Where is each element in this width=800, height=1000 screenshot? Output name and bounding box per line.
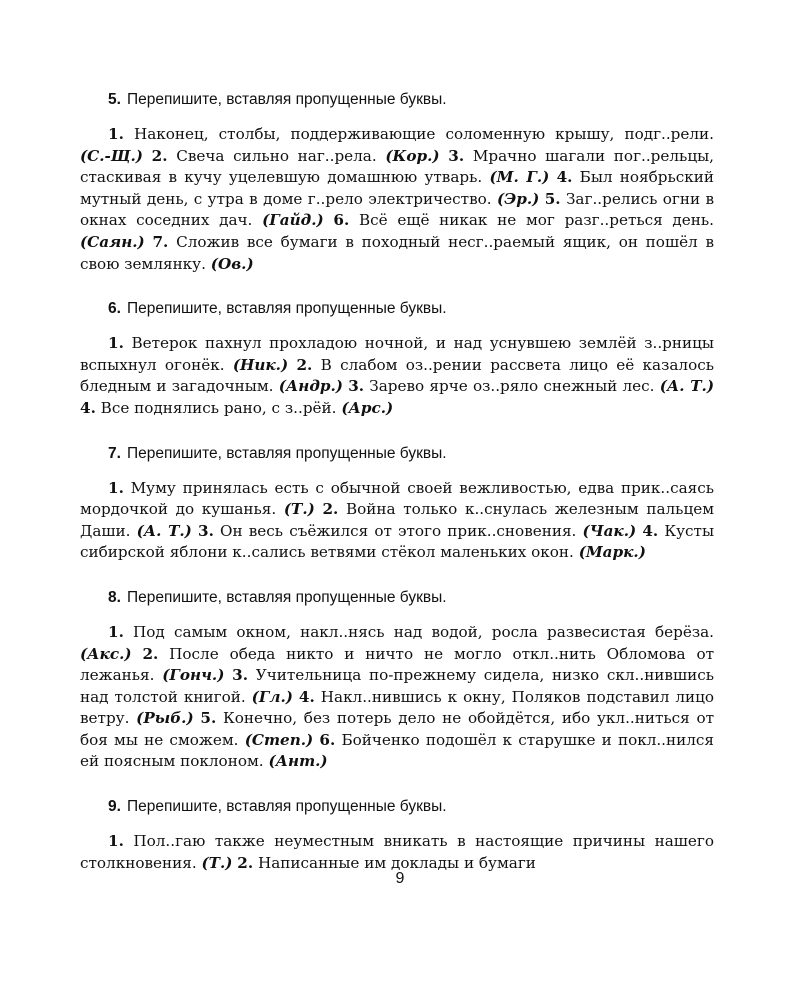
author-reference: (Акс.) [80,644,132,663]
exercise-text [80,478,714,564]
author-reference: (Степ.) [244,730,314,749]
sentence-text: Сложив все бумаги в походный несг..раемый ящик, он пошёл в свою землянку. [80,232,714,273]
author-reference: (Арс.) [341,398,394,417]
exercise-text [80,831,714,874]
sentence-text: Был ноябрьский мутный день, с утра в доме г..рело электричество. [80,168,714,208]
author-reference: (Ант.) [268,752,328,771]
exercise-block [80,444,714,564]
author-reference: (Кор.) [385,146,440,165]
author-reference: (Гонч.) [162,666,225,685]
sentence-text: В слабом оз..рении рассвета лицо её казалось бледным и загадочным. [80,355,714,396]
sentence-text: Он весь съёжился от этого прик..сновения. [213,521,583,540]
author-reference: (А. Т.) [136,521,192,540]
sentence-number: 4. [298,687,315,706]
sentence-number: 3. [348,377,365,396]
sentence-text: Под самым окном, накл..нясь над водой, росла развесистая берёза. [123,622,714,641]
sentence-number: 3. [232,666,249,685]
sentence-number: 2. [296,355,313,374]
author-reference: (М. Г.) [489,168,550,187]
sentence-number: 4. [642,521,659,540]
author-reference: (Рыб.) [136,709,194,728]
sentence-text: Учительница по-прежнему сидела, низко скл..нившись над толстой книгой. [80,666,715,706]
sentence-text: Всё ещё никак не мог разг..реться день. [349,211,714,230]
exercise-title: Перепишите, вставляя пропущенные буквы. [126,588,447,606]
author-reference: (Чак.) [582,521,637,540]
exercise-number: 9. [108,798,121,816]
author-reference: (Саян.) [80,232,145,251]
exercise-number: 7. [108,444,121,462]
sentence-text: Ветерок пахнул прохладою ночной, и над уснувшею землёй з..рницы вспыхнул огонёк. [80,334,714,374]
sentence-text: Наконец, столбы, поддерживающие соломенную крышу, подг..рели. [123,125,714,143]
sentence-number: 2. [237,853,254,872]
exercise-heading [108,90,714,110]
exercise-title: Перепишите, вставляя пропущенные буквы. [126,300,447,318]
exercise-number: 5. [108,91,121,108]
author-reference: (Т.) [283,500,315,519]
sentence-text: Заг..релись огни в окнах соседних дач. [80,189,715,230]
exercise-heading [108,588,714,608]
sentence-number: 2. [142,644,159,663]
sentence-text: После обеда никто и ничто не могло откл..нить Обломова от лежанья. [80,644,715,685]
exercise-title: Перепишите, вставляя пропущенные буквы. [126,91,447,108]
author-reference: (Т.) [201,853,233,872]
sentence-text: Бойченко подошёл к старушке и покл..нился ей поясным поклоном. [80,730,714,771]
sentence-text: Муму принялась есть с обычной своей вежливостью, едва прик..саясь мордочкой до кушанья. [80,478,714,519]
sentence-number: 2. [151,146,168,165]
sentence-text: Зарево ярче оз..ряло снежный лес. [364,377,660,396]
author-reference: (Эр.) [496,189,540,208]
author-reference: (Ов.) [210,254,254,273]
exercise-block [80,299,714,419]
exercise-block [80,90,714,275]
sentence-number: 3. [448,146,465,165]
author-reference: (Андр.) [278,377,343,396]
sentence-number: 1. [108,478,124,497]
author-reference: (Ник.) [232,355,289,374]
sentence-text: Мрачно шагали пог..рельцы, стаскивая в кучу уцелевшую домашнюю утварь. [80,146,714,187]
sentence-text: Война только к..снулась железным пальцем Даши. [80,500,715,540]
author-reference: (Гайд.) [262,211,324,230]
exercise-text [80,124,714,275]
exercise-block [80,797,714,874]
sentence-number: 4. [80,398,96,417]
sentence-number: 5. [200,709,217,728]
exercise-title: Перепишите, вставляя пропущенные буквы. [126,798,447,816]
sentence-number: 4. [556,168,573,187]
sentence-text: Написанные им доклады и бумаги [253,853,536,872]
sentence-number: 7. [152,232,169,251]
sentence-number: 2. [322,500,339,519]
sentence-number: 3. [198,521,214,540]
author-reference: (С.-Щ.) [80,146,143,165]
sentence-text: Накл..нившись к окну, Поляков подставил лицо ветру. [80,687,715,728]
exercise-number: 8. [108,588,121,606]
sentence-number: 6. [333,211,350,230]
exercise-text [80,333,714,419]
sentence-text: Все поднялись рано, с з..рёй. [95,398,342,417]
exercise-number: 6. [108,300,121,318]
exercise-heading [108,444,714,464]
author-reference: (Марк.) [578,543,646,562]
sentence-number: 1. [108,334,124,353]
exercise-heading [108,299,714,319]
exercise-title: Перепишите, вставляя пропущенные буквы. [126,444,447,462]
sentence-text: Конечно, без потерь дело не обойдётся, ибо укл..ниться от боя мы не сможем. [80,709,714,749]
sentence-number: 1. [108,622,124,641]
sentence-number: 5. [544,189,561,208]
sentence-number: 1. [108,832,124,851]
sentence-text: Пол..гаю также неуместным вникать в настоящие причины нашего столкновения. [80,832,714,872]
exercise-text [80,622,714,773]
sentence-number: 1. [108,125,124,143]
sentence-text: Кусты сибирской яблони к..сались ветвями стёкол маленьких окон. [80,521,715,562]
page-number: 9 [395,870,405,887]
author-reference: (А. Т.) [659,377,715,396]
sentence-number: 6. [319,730,336,749]
author-reference: (Гл.) [251,687,293,706]
exercise-heading [108,797,714,817]
sentence-text: Свеча сильно наг..рела. [167,146,386,165]
exercise-block [80,588,714,773]
exercise-list [80,90,714,898]
